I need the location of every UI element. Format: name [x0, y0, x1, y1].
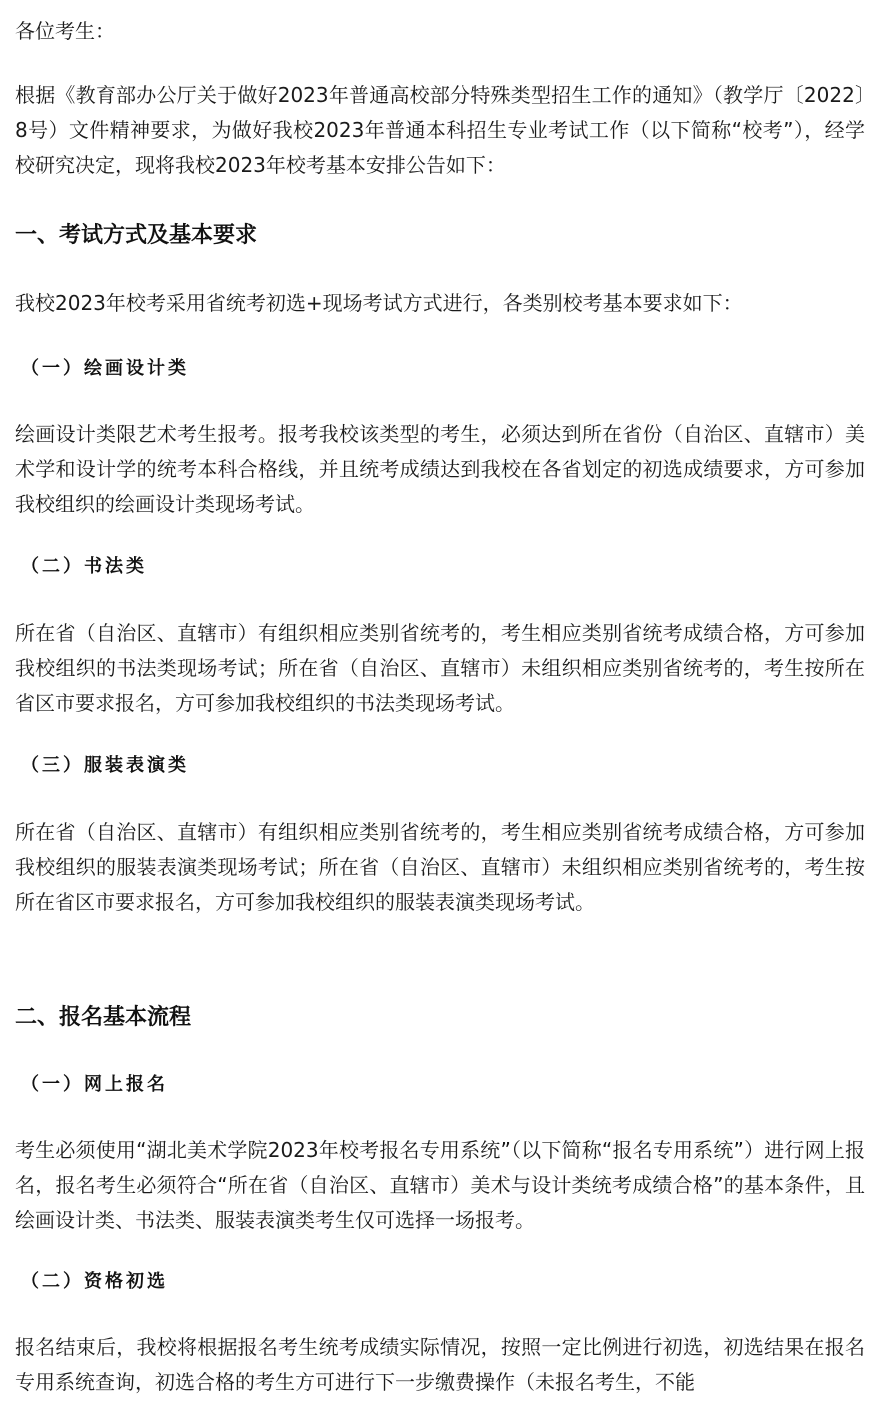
calligraphy-paragraph: 所在省（自治区、直辖市）有组织相应类别省统考的，考生相应类别省统考成绩合格，方可参加我校组织的书法类现场考试；所在省（自治区、直辖市）未组织相应类别省统考的，考生按所在省区市要求报名，方可参加我校组织的书法类现场考试。 [15, 621, 865, 715]
subsection-painting-design-heading: （一）绘画设计类 [21, 358, 189, 379]
section2-heading: 二、报名基本流程 [15, 1005, 192, 1030]
intro-paragraph: 根据《教育部办公厅关于做好2023年普通高校部分特殊类型招生工作的通知》（教学厅〔2022〕8号）文件精神要求，为做好我校2023年普通本科招生专业考试工作（以下简称“校考”），经学校研究决定，现将我校2023年校考基本安排公告如下： [15, 83, 865, 177]
subsection-fashion-show-heading: （三）服装表演类 [21, 755, 189, 776]
subsection-online-registration-heading: （一）网上报名 [21, 1074, 168, 1095]
section1-intro: 我校2023年校考采用省统考初选+现场考试方式进行，各类别校考基本要求如下： [15, 291, 743, 315]
subsection-calligraphy-heading: （二）书法类 [21, 556, 147, 577]
online-registration-paragraph: 考生必须使用“湖北美术学院2023年校考报名专用系统”（以下简称“报名专用系统”）进行网上报名，报名考生必须符合“所在省（自治区、直辖市）美术与设计类统考成绩合格”的基本条件，且绘画设计类、书法类、服装表演类考生仅可选择一场报考。 [15, 1138, 865, 1232]
painting-design-paragraph: 绘画设计类限艺术考生报考。报考我校该类型的考生，必须达到所在省份（自治区、直辖市）美术学和设计学的统考本科合格线，并且统考成绩达到我校在各省划定的初选成绩要求，方可参加我校组织的绘画设计类现场考试。 [15, 422, 865, 516]
greeting: 各位考生： [15, 19, 115, 43]
subsection-qualification-screening-heading: （二）资格初选 [21, 1271, 168, 1292]
section1-heading: 一、考试方式及基本要求 [15, 223, 258, 248]
qualification-screening-paragraph: 报名结束后，我校将根据报名考生统考成绩实际情况，按照一定比例进行初选，初选结果在报名专用系统查询，初选合格的考生方可进行下一步缴费操作（未报名考生，不能 [15, 1335, 865, 1394]
fashion-show-paragraph: 所在省（自治区、直辖市）有组织相应类别省统考的，考生相应类别省统考成绩合格，方可参加我校组织的服装表演类现场考试；所在省（自治区、直辖市）未组织相应类别省统考的，考生按所在省区市要求报名，方可参加我校组织的服装表演类现场考试。 [15, 820, 865, 914]
